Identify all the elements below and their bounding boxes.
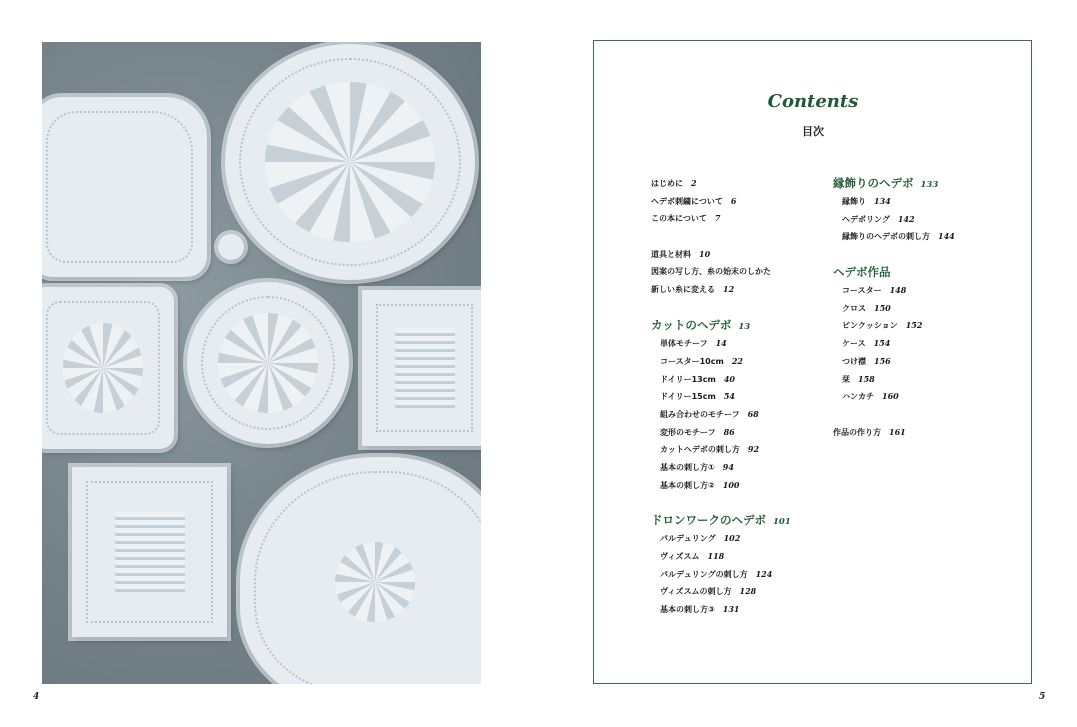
toc-label: 基本の刺し方③ — [660, 605, 715, 615]
toc-page-number: 158 — [858, 373, 875, 384]
square-doily-top-left — [42, 97, 207, 277]
toc-page-number: 154 — [873, 338, 891, 349]
toc-page-number: 100 — [722, 479, 740, 490]
toc-label: ドイリー13cm — [660, 374, 716, 384]
toc-page-number: 6 — [730, 195, 737, 206]
toc-page-number: 92 — [747, 444, 760, 455]
toc-label: 栞 — [842, 374, 850, 384]
toc-entry — [833, 283, 955, 301]
toc-entry — [833, 301, 955, 319]
toc-entry — [833, 425, 955, 443]
toc-label: はじめに — [651, 179, 683, 188]
toc-entry — [833, 372, 955, 390]
toc-label: 新しい糸に変える — [651, 285, 715, 295]
toc-section-heading — [833, 265, 955, 283]
toc-page-number: 134 — [874, 196, 891, 206]
toc-page-number: 131 — [722, 604, 740, 615]
toc-entry — [833, 318, 955, 336]
toc-entry — [833, 354, 955, 372]
toc-entry — [651, 282, 791, 300]
toc-page-number: 118 — [707, 551, 725, 561]
toc-page-number: 144 — [938, 231, 955, 242]
toc-entry — [651, 176, 791, 194]
toc-entry — [833, 212, 955, 230]
page-title: Contents — [767, 91, 859, 112]
round-doily-large — [225, 44, 475, 280]
toc-entry — [651, 584, 791, 602]
toc-page-number: 156 — [874, 355, 891, 366]
toc-label: 縁飾り — [842, 197, 866, 206]
toc-entry — [833, 229, 955, 247]
toc-page-number: 13 — [738, 322, 751, 333]
toc-page-number: 14 — [715, 338, 727, 349]
toc-page-number: 160 — [882, 391, 899, 402]
heart-doily — [240, 457, 481, 684]
toc-entry — [651, 442, 791, 460]
toc-section-heading — [651, 318, 791, 336]
toc-page-number: 12 — [723, 284, 735, 295]
toc-label: 図案の写し方、糸の始末のしかた — [651, 266, 771, 276]
toc-label: 変形のモチーフ — [660, 427, 716, 437]
toc-label: 作品の作り方 — [833, 427, 881, 437]
toc-page-number: 40 — [723, 373, 735, 384]
page-number-right: 5 — [1039, 692, 1046, 702]
toc-page-number: 133 — [920, 180, 939, 190]
toc-entry — [651, 549, 791, 567]
toc-label: この本について — [651, 214, 707, 224]
toc-entry — [833, 194, 955, 212]
toc-page-number: 94 — [722, 461, 734, 472]
toc-label: カットのヘデボ — [651, 318, 732, 333]
toc-label: 基本の刺し方① — [660, 462, 715, 472]
toc-page-number: 150 — [874, 302, 891, 313]
toc-label: 縁飾りのヘデボ — [833, 176, 914, 190]
toc-page-number: 124 — [755, 568, 773, 579]
page-subtitle: 目次 — [802, 125, 824, 138]
toc-label: ドロンワークのヘデボ — [651, 513, 766, 528]
toc-page-number: 68 — [747, 408, 759, 419]
toc-spacer — [833, 407, 955, 425]
embroidery-photo — [42, 42, 481, 684]
toc-page-number: 101 — [773, 517, 791, 528]
toc-entry — [651, 407, 791, 425]
toc-right-column — [833, 176, 955, 443]
toc-page-number: 2 — [691, 178, 697, 188]
toc-label: クロス — [842, 303, 866, 313]
toc-entry — [651, 602, 791, 620]
toc-entry — [651, 354, 791, 372]
toc-label: 単体モチーフ — [660, 339, 708, 349]
round-doily-center — [187, 282, 349, 444]
toc-page-number: 142 — [897, 213, 915, 224]
toc-entry — [651, 247, 791, 265]
toc-label: ヘデボ刺繍について — [651, 196, 723, 206]
toc-entry — [651, 211, 791, 229]
toc-label: ピンクッション — [842, 321, 898, 331]
toc-label: ハンカチ — [842, 392, 874, 402]
toc-entry — [651, 265, 791, 283]
toc-page-number: 22 — [731, 355, 743, 366]
toc-label: ドイリー15cm — [660, 392, 716, 402]
toc-spacer — [651, 300, 791, 318]
toc-label: コースター — [842, 286, 882, 296]
toc-page-number: 152 — [905, 320, 923, 331]
toc-page-number: 86 — [723, 426, 735, 437]
toc-entry — [833, 389, 955, 407]
square-doily-right — [362, 290, 481, 446]
toc-section-heading — [833, 176, 955, 194]
toc-section-heading — [651, 513, 791, 531]
toc-entry — [651, 425, 791, 443]
toc-page-number: 102 — [723, 533, 741, 544]
toc-label: カットヘデボの刺し方 — [660, 445, 740, 455]
toc-label: パルデュリングの刺し方 — [660, 569, 748, 579]
toc-page-number: 128 — [739, 586, 757, 597]
toc-label: 縁飾りのヘデボの刺し方 — [842, 232, 930, 242]
toc-entry — [651, 531, 791, 549]
toc-page-number: 148 — [889, 285, 907, 296]
toc-label: ヴィズスムの刺し方 — [660, 587, 732, 597]
toc-label: 基本の刺し方② — [660, 480, 715, 490]
toc-entry — [651, 389, 791, 407]
toc-page-number: 54 — [723, 391, 735, 402]
toc-page-number: 10 — [699, 249, 711, 260]
toc-label: コースター10cm — [660, 356, 724, 366]
toc-label: ケース — [842, 339, 866, 349]
toc-label: 組み合わせのモチーフ — [660, 409, 740, 419]
toc-entry — [651, 336, 791, 354]
toc-spacer — [833, 247, 955, 265]
toc-page-number: 161 — [889, 426, 906, 437]
toc-label: パルデュリング — [660, 534, 716, 544]
toc-label: 道具と材料 — [651, 250, 691, 260]
toc-entry — [651, 194, 791, 212]
toc-label: ヘデボ作品 — [833, 265, 891, 280]
square-doily-left — [42, 287, 174, 449]
toc-label: ヴィズスム — [660, 552, 700, 561]
toc-label: ヘデボリング — [842, 214, 890, 224]
toc-entry — [651, 460, 791, 478]
square-doily-bottom — [72, 467, 227, 637]
toc-label: つけ襟 — [842, 356, 866, 366]
toc-entry — [833, 336, 955, 354]
toc-entry — [651, 372, 791, 390]
toc-page-number: 7 — [714, 213, 721, 224]
toc-spacer — [651, 229, 791, 247]
toc-left-column — [651, 176, 791, 620]
star-motif — [218, 234, 244, 260]
page-number-left: 4 — [33, 692, 40, 702]
toc-spacer — [651, 495, 791, 513]
toc-entry — [651, 478, 791, 496]
toc-entry — [651, 567, 791, 585]
